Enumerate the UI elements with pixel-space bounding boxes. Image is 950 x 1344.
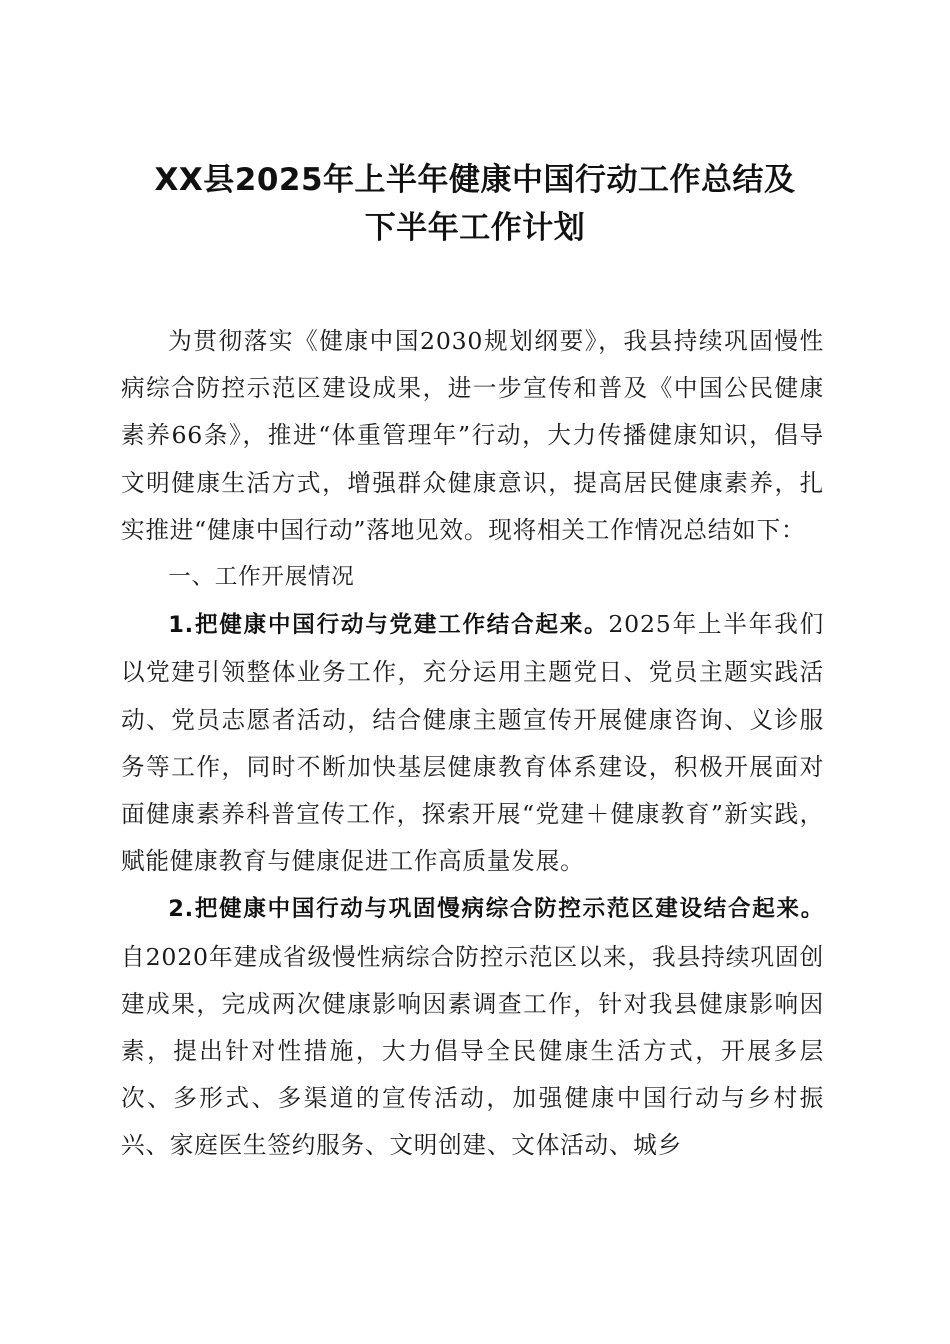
item-2-lead: 2.把健康中国行动与巩固慢病综合防控示范区建设结合起来。 bbox=[168, 896, 824, 923]
section-heading-1: 一、工作开展情况 bbox=[168, 564, 355, 591]
document-title bbox=[110, 156, 840, 252]
title-line-2: 下半年工作计划 bbox=[364, 210, 586, 246]
item-1-body: 2025年上半年我们以党建引领整体业务工作，充分运用主题党日、党员主题实践活动、党员志愿者活动，结合健康主题宣传开展健康咨询、义诊服务等工作，同时不断加快基层健康教育体系建设，积极开展面对面健康素养科普宣传工作，探索开展“党建＋健康教育”新实践，赋能健康教育与健康促进工作高质量发展。 bbox=[121, 610, 825, 876]
item-2-body: 自2020年建成省级慢性病综合防控示范区以来，我县持续巩固创建成果，完成两次健康影响因素调查工作，针对我县健康影响因素，提出针对性措施，大力倡导全民健康生活方式，开展多层次、多形式、多渠道的宣传活动，加强健康中国行动与乡村振兴、家庭医生签约服务、文明创建、文体活动、城乡 bbox=[121, 942, 824, 1160]
title-line-1: XX县2025年上半年健康中国行动工作总结及 bbox=[154, 162, 796, 198]
intro-paragraph: 为贯彻落实《健康中国2030规划纲要》，我县持续巩固慢性病综合防控示范区建设成果，进一步宣传和普及《中国公民健康素养66条》，推进“体重管理年”行动，大力传播健康知识，倡导文明健康生活方式，增强群众健康意识，提高居民健康素养，扎实推进“健康中国行动”落地见效。现将相关工作情况总结如下： bbox=[121, 327, 824, 544]
item-paragraph-2 bbox=[121, 885, 824, 1169]
document-body bbox=[121, 318, 824, 1170]
item-1-lead: 1.把健康中国行动与党建工作结合起来。 bbox=[168, 612, 609, 639]
item-paragraph-1 bbox=[121, 601, 824, 885]
